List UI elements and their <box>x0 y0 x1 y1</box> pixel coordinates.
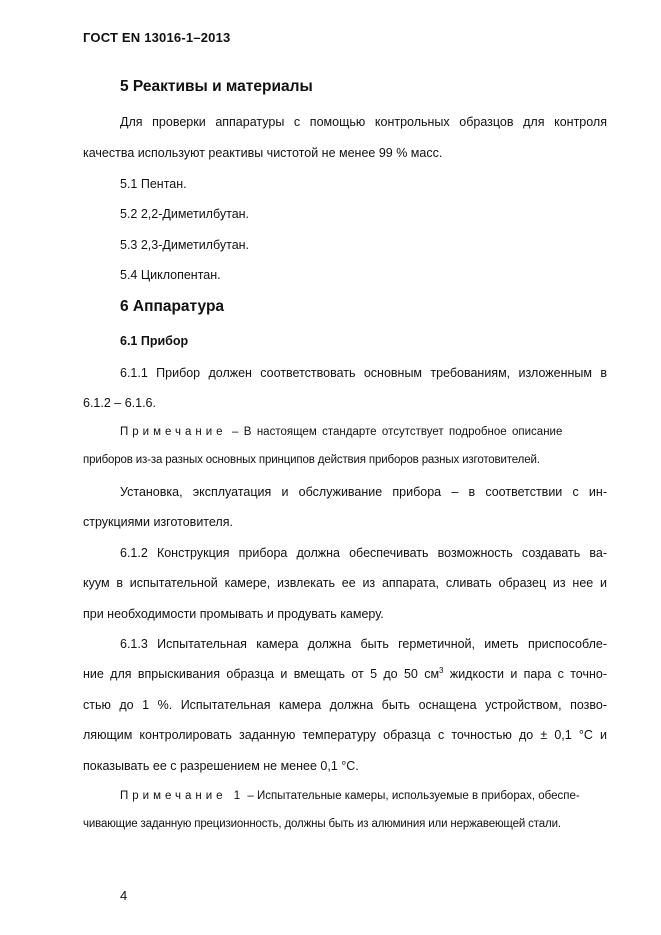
para-6-1-3-line-2a: ние для впрыскивания образца и вмещать от 5 до 50 см <box>83 667 440 681</box>
para-6-1-2-line-3: при необходимости промывать и продувать камеру. <box>83 607 384 621</box>
note-1-line-2: приборов из-за разных основных принципов действия приборов разных изготовителей. <box>83 454 540 466</box>
installation-line-1: Установка, эксплуатация и обслуживание прибора – в соответствии с ин- <box>120 485 607 499</box>
item-5-2: 5.2 2,2-Диметилбутан. <box>120 207 250 221</box>
installation-line-2: струкциями изготовителя. <box>83 515 233 529</box>
section-5-title: 5 Реактивы и материалы <box>120 78 313 95</box>
para-6-1-3-line-3: стью до 1 %. Испытательная камера должна быть оснащена устройством, позво- <box>83 698 607 712</box>
para-6-1-3-line-2b: жидкости и пара с точно- <box>443 667 607 681</box>
para-6-1-3-line-1: 6.1.3 Испытательная камера должна быть герметичной, иметь приспособле- <box>120 637 607 651</box>
subsection-6-1-title: 6.1 Прибор <box>120 334 189 348</box>
para-6-1-3-line-4: ляющим контролировать заданную температуру образца с точностью до ± 0,1 °С и <box>83 728 607 742</box>
page-number: 4 <box>120 888 128 903</box>
para-6-1-2-line-2: куум в испытательной камере, извлекать ее из аппарата, сливать образец из нее и <box>83 576 607 590</box>
note-label: Примечание <box>120 426 227 438</box>
note-1-text: – В настоящем стандарте отсутствует подробное описание <box>226 426 563 438</box>
standard-code-header: ГОСТ EN 13016-1–2013 <box>83 30 231 45</box>
para-6-1-2-line-1: 6.1.2 Конструкция прибора должна обеспечивать возможность создавать ва- <box>120 546 607 560</box>
note-2-line-1 <box>120 790 580 802</box>
note-2-label: Примечание 1 <box>120 790 245 802</box>
cubic-superscript: 3 <box>439 667 444 675</box>
item-5-3: 5.3 2,3-Диметилбутан. <box>120 238 250 252</box>
section-5-intro-line-2: качества используют реактивы чистотой не менее 99 % масс. <box>83 146 443 160</box>
para-6-1-1-line-2: 6.1.2 – 6.1.6. <box>83 396 156 410</box>
item-5-1: 5.1 Пентан. <box>120 177 187 191</box>
note-2-text: – Испытательные камеры, используемые в приборах, обеспе- <box>244 790 580 802</box>
section-6-title: 6 Аппаратура <box>120 298 225 315</box>
note-1-line-1 <box>120 426 607 438</box>
item-5-4: 5.4 Циклопентан. <box>120 268 221 282</box>
note-2-line-2: чивающие заданную прецизионность, должны быть из алюминия или нержавеющей стали. <box>83 818 561 830</box>
para-6-1-1-line-1: 6.1.1 Прибор должен соответствовать основным требованиям, изложенным в <box>120 366 607 380</box>
section-5-intro-line-1: Для проверки аппаратуры с помощью контрольных образцов для контроля <box>120 115 607 129</box>
para-6-1-3-line-2 <box>83 667 607 681</box>
para-6-1-3-line-5: показывать ее с разрешением не менее 0,1 °С. <box>83 759 359 773</box>
